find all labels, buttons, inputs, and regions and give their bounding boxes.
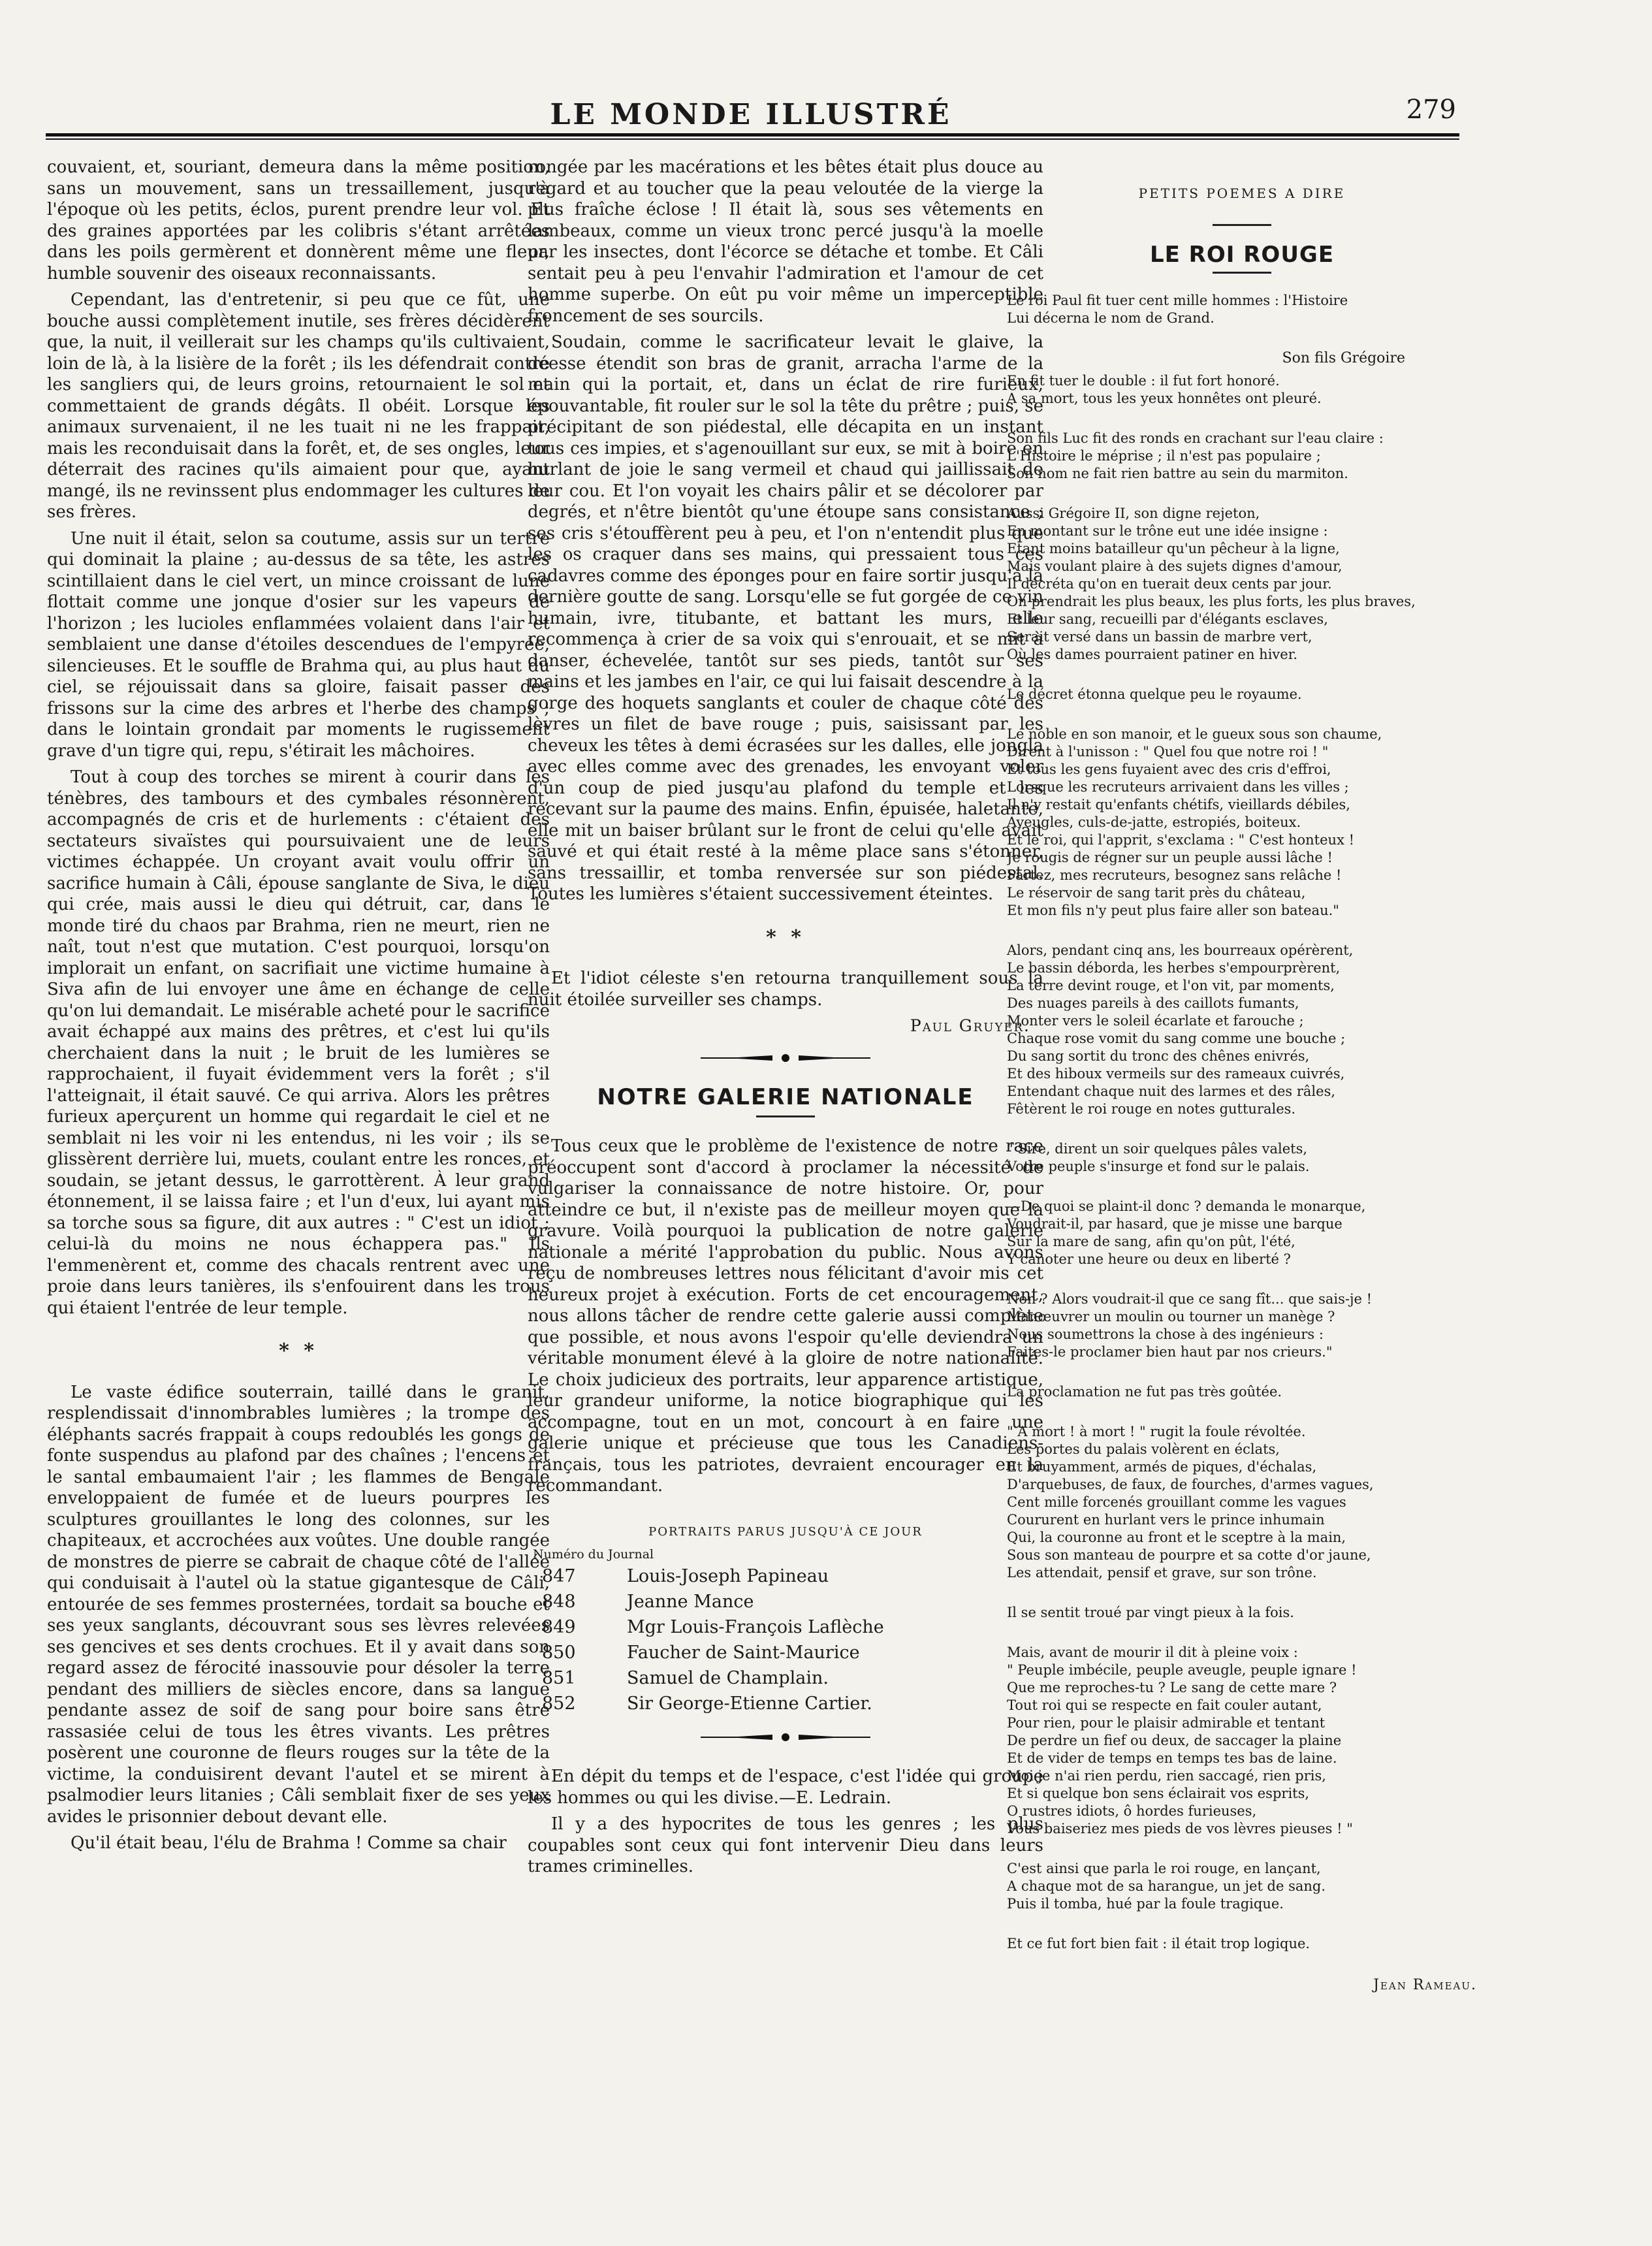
journal-number: 848 — [542, 1592, 576, 1612]
verse-line: Et des hiboux vermeils sur des rameaux cuivrés, — [1007, 1066, 1345, 1082]
table-row — [528, 1564, 1043, 1589]
stanza — [1007, 1644, 1477, 1838]
paragraph: Qu'il était beau, l'élu de Brahma ! Comme sa chair — [71, 1833, 507, 1853]
verse-line: Entendant chaque nuit des larmes et des râles, — [1007, 1083, 1336, 1099]
verse-line: Nous soumettrons la chose à des ingénieurs : — [1007, 1326, 1324, 1342]
verse-line: Serait versé dans un bassin de marbre vert, — [1007, 629, 1312, 645]
stanza — [1007, 1935, 1477, 1953]
table-header-row — [528, 1548, 1043, 1564]
verse-line: Voudrait-il, par hasard, que je misse une barque — [1007, 1216, 1342, 1232]
verse-line: Fêtèrent le roi rouge en notes gutturales. — [1007, 1101, 1296, 1117]
verse-line-indented: Son fils Grégoire — [1282, 350, 1405, 366]
stanza — [1007, 1198, 1477, 1268]
column-header: Numéro du Journal — [533, 1547, 654, 1562]
title-rule — [1213, 272, 1271, 274]
verse-line: Tout roi qui se respecte en fait couler autant, — [1007, 1697, 1322, 1713]
verse-line: Du sang sortit du tronc des chênes enivrés, — [1007, 1048, 1310, 1064]
verse-line: Alors, pendant cinq ans, les bourreaux opérèrent, — [1007, 942, 1354, 958]
verse-line: Puis il tomba, hué par la foule tragique. — [1007, 1896, 1284, 1912]
verse-line: Faites-le proclamer bien haut par nos crieurs." — [1007, 1344, 1333, 1360]
verse-line: Mais, avant de mourir il dit à pleine voix : — [1007, 1644, 1298, 1660]
paragraph: Soudain, comme le sacrificateur levait le glaive, la déesse étendit son bras de granit, arracha l'arme de la main qui la portait, et, dans un éclat de rire furieux, épouvantable, fit rouler sur le sol la tête du prêtre ; puis, se précipitant de son piédestal, elle décapita en un instant tous ces impies, et s'agenouillant sur eux, se mit à boire en hurlant de joie le sang vermeil et chaud qui jaillissait de leur cou. Et l'on voyait les chairs pâlir et se décolorer par degrés, et n'être bientôt qu'une étoupe sans consistance ; ses cris s'étouffèrent peu à peu, et l'on n'entendit plus que les os craquer dans ses mains, qui pressaient tous ces cadavres comme des éponges pour en faire sortir jusqu'à la dernière goutte de sang. Lorsqu'elle se fut gorgée de ce vin humain, ivre, titubante, et battant les murs, elle recommença à crier de sa voix qui s'enrouait, et se mit à danser, échevelée, tantôt sur ses pieds, tantôt sur ses mains et les jambes en l'air, ce qui lui faisait descendre à la gorge des hoquets sanglants et couler de chaque côté des lèvres un filet de bave rouge ; puis, saisissant par les cheveux les têtes à demi écrasées sur les dalles, elle jongla avec elles comme avec des grenades, les envoyant voler d'un coup de pied jusqu'au plafond du temple et les recevant sur la paume des mains. Enfin, épuisée, haletante, elle mit un baiser brûlant sur le front de celui qu'elle avait sauvé et qui était resté à la même place sans s'étonner, sans tressaillir, et tomba renversée sur son piédestal. Toutes les lumières s'étaient successivement éteintes. — [528, 332, 1043, 904]
verse-line: —De quoi se plaint-il donc ? demanda le monarque, — [1007, 1198, 1366, 1214]
journal-number: 847 — [542, 1566, 576, 1586]
stanza — [1007, 372, 1477, 408]
verse-line: Monter vers le soleil écarlate et farouche ; — [1007, 1013, 1304, 1029]
masthead — [46, 95, 1456, 137]
verse-line: Moi je n'ai rien perdu, rien saccagé, rien pris, — [1007, 1768, 1326, 1784]
verse-line: Le roi Paul fit tuer cent mille hommes : l'Histoire — [1007, 293, 1348, 308]
verse-line: Et tous les gens fuyaient avec des cris d'effroi, — [1007, 762, 1331, 777]
verse-line: Et leur sang, recueilli par d'élégants esclaves, — [1007, 611, 1328, 627]
verse-line: Y canoter une heure ou deux en liberté ? — [1007, 1251, 1291, 1267]
title-rule — [756, 1115, 815, 1117]
table-row — [528, 1614, 1043, 1640]
verse-line: Les attendait, pensif et grave, sur son trône. — [1007, 1565, 1317, 1580]
paragraph: Tout à coup des torches se mirent à courir dans les ténèbres, des tambours et des cymbales résonnèrent, accompagnés de cris et de hurlements : c'étaient des sectateurs sivaïstes qui poursuivaient une de leurs victimes échappée. Un croyant avait voulu offrir un sacrifice humain à Câli, épouse sanglante de Siva, le dieu qui crée, mais aussi le dieu qui détruit, car, dans le monde tiré du chaos par Brahma, rien ne meurt, rien ne naît, tout n'est que mutation. C'est pourquoi, lorsqu'on implorait un enfant, on sacrifiait une victime humaine à Siva afin de lui envoyer une âme en échange de celle qu'on lui demandait. Le misérable acheté pour le sacrifice avait échappé aux mains des prêtres, et c'est lui qu'ils cherchaient dans la nuit ; le bruit de les lumières se rapprochaient, il fuyait évidemment vers la forêt ; s'il l'atteignait, il était sauvé. Ce qui arriva. Alors les prêtres furieux aperçurent un homme qui regardait le ciel et ne semblait ni les voir ni les entendus, ni les voir ; ils se glissèrent derrière lui, muets, coulant entre les ronces, et soudain, se jetant dessus, le garrottèrent. À leur grand étonnement, il se laissa faire ; et l'un d'eux, lui ayant mis sa torche sous sa figure, dit aux autres : " C'est un idiot ; celui-là du moins ne nous échappera pas." Ils l'emmenèrent et, comme des chacals rentrent avec une proie dans leurs tanières, ils s'enfouirent dans les trous qui étaient l'entrée de leur temple. — [47, 767, 550, 1318]
journal-number: 851 — [542, 1668, 576, 1688]
gallery-intro: Tous ceux que le problème de l'existence de notre race préoccupent sont d'accord à proclamer la nécessité de vulgariser la connaissance de notre histoire. Or, pour atteindre ce but, il n'existe pas de meilleur moyen que la gravure. Voilà pourquoi la publication de notre galerie nationale a mérité l'approbation du public. Nous avons reçu de nombreuses lettres nous félicitant d'avoir mis cet heureux projet à exécution. Forts de cet encouragement, nous allons tâcher de rendre cette galerie aussi complète que possible, et nous avons l'espoir qu'elle deviendra un véritable monument élevé à la gloire de notre nationalité. Le choix judicieux des portraits, leur apparence artistique, leur grandeur uniforme, la notice biographique qui les accompagne, tout en un mot, concourt à en faire une galerie unique et précieuse que tous les Canadiens-français, tous les patriotes, devraient encourager en la recommandant. — [528, 1136, 1043, 1496]
paragraph: couvaient, et, souriant, demeura dans la même position, sans un mouvement, sans un tressaillement, jusqu'à l'époque où les petits, éclos, purent prendre leur vol. Et des graines apportées par les colibris s'étant arrêtées dans les poils germèrent et donnèrent même une fleur, humble souvenir des oiseaux reconnaissants. — [47, 157, 550, 283]
journal-number: 849 — [542, 1617, 576, 1637]
verse-line: Le décret étonna quelque peu le royaume. — [1007, 686, 1302, 702]
stanza — [1007, 686, 1477, 703]
page-number: 279 — [1406, 95, 1456, 125]
verse-line: Et ce fut fort bien fait : il était trop logique. — [1007, 1936, 1310, 1951]
verse-line: Qui, la couronne au front et le sceptre à la main, — [1007, 1530, 1346, 1545]
verse-line: On prendrait les plus beaux, les plus forts, les plus braves, — [1007, 594, 1416, 609]
column-3 — [1007, 157, 1477, 2149]
paragraph: En dépit du temps et de l'espace, c'est l'idée qui groupe les hommes ou qui les divise.—E. Ledrain. — [528, 1767, 1043, 1808]
stanza — [1007, 292, 1477, 327]
verse-line: En fit tuer le double : il fut fort honoré. — [1007, 373, 1280, 389]
verse-line: Aussi Grégoire II, son digne rejeton, — [1007, 505, 1260, 521]
verse-line: Le noble en son manoir, et le gueux sous son chaume, — [1007, 726, 1382, 742]
section-separator: * * — [279, 1340, 318, 1362]
verse-line: Des nuages pareils à des caillots fumants, — [1007, 995, 1299, 1011]
verse-line: D'arquebuses, de faux, de fourches, d'armes vagues, — [1007, 1477, 1374, 1492]
verse-line: Partez, mes recruteurs, besognez sans relâche ! — [1007, 867, 1342, 883]
verse-line: Mais voulant plaire à des sujets dignes d'amour, — [1007, 558, 1342, 574]
verse-line: Son nom ne fait rien battre au sein du marmiton. — [1007, 466, 1348, 481]
column-2 — [528, 157, 1043, 2149]
masthead-rule-thin — [46, 138, 1459, 140]
stanza — [1007, 505, 1477, 664]
verse-line: Non ? Alors voudrait-il que ce sang fît... que sais-je ! — [1007, 1291, 1373, 1307]
verse-line: Et bruyamment, armés de piques, d'échalas, — [1007, 1459, 1317, 1475]
poem-signature: Jean Rameau. — [1373, 1977, 1477, 1993]
verse-line: Le réservoir de sang tarit près du château, — [1007, 885, 1306, 901]
portrait-name: Louis-Joseph Papineau — [627, 1566, 829, 1586]
paragraph: Une nuit il était, selon sa coutume, assis sur un tertre qui dominait la plaine ; au-dessus de sa tête, les astres scintillaient dans le ciel vert, un mince croissant de lune flottait comme une jonque d'osier sur les vapeurs de l'horizon ; les lucioles enflammées volaient dans l'air et semblaient une danse d'étoiles descendues de l'empyrée, silencieuses. Et le souffle de Brahma qui, au plus haut du ciel, se réjouissait dans sa gloire, faisait passer des frissons sur la cime des arbres et l'herbe des champs ; dans le lointain grondait par moments le rugissement grave d'un tigre qui, repu, s'étirait les mâchoires. — [47, 528, 550, 761]
author-signature: Paul Gruyer. — [910, 1016, 1030, 1035]
table-row — [528, 1665, 1043, 1691]
section-separator: * * — [766, 925, 805, 949]
ornament-divider-icon — [688, 1051, 883, 1065]
stanza — [1007, 1383, 1477, 1401]
paragraph: Le vaste édifice souterrain, taillé dans le granit, resplendissait d'innombrables lumières ; la trompe des éléphants sacrés frappait à coups redoublés les gongs de fonte suspendus au plafond par des chaînes ; l'encens et le santal embaumaient l'air ; les flammes de Bengale enveloppaient de fumée et de lueurs pourpres les sculptures grouillantes le long des colonnes, sur les chapiteaux, et accrochées aux voûtes. Une double rangée de monstres de pierre se cabrait de chaque côté de l'allée qui conduisait à l'autel où la statue gigantesque de Câli, entourée de ses femmes prosternées, tordait sa bouche et ses yeux sanglants, découvrant sous ses lèvres relevées ses gencives et ses dents crochues. Et il y avait dans son regard assez de férocité inassouvie pour désoler la terre pendant des milliers de siècles encore, dans sa langue pendante assez de soif de sang pour boire sans être rassasiée celui de tous les êtres vivants. Les prêtres posèrent une couronne de fleurs rouges sur la tête de la victime, la conduisirent devant l'autel et se mirent à psalmodier leurs litanies ; Câli semblait fixer de ses yeux avides le prisonnier debout devant elle. — [47, 1382, 550, 1827]
verse-line: Il décréta qu'on en tuerait deux cents par jour. — [1007, 576, 1332, 592]
verse-line: A sa mort, tous les yeux honnêtes ont pleuré. — [1007, 391, 1322, 406]
verse-line: Où les dames pourraient patiner en hiver. — [1007, 647, 1298, 662]
table-row — [528, 1640, 1043, 1665]
portrait-name: Mgr Louis-François Laflèche — [627, 1617, 884, 1637]
verse-line: Et si quelque bon sens éclairait vos esprits, — [1007, 1786, 1310, 1801]
masthead-title: LE MONDE ILLUSTRÉ — [550, 98, 952, 131]
paragraph: Il y a des hypocrites de tous les genres ; les plus coupables sont ceux qui font intervenir Dieu dans leurs trames criminelles. — [528, 1814, 1043, 1876]
verse-line: Cent mille forcenés grouillant comme les vagues — [1007, 1494, 1346, 1510]
portrait-name: Samuel de Champlain. — [627, 1668, 829, 1688]
portrait-name: Sir George-Etienne Cartier. — [627, 1693, 872, 1714]
verse-line: Et de vider de temps en temps tes bas de laine. — [1007, 1750, 1337, 1766]
stanza — [1007, 726, 1477, 920]
verse-line: Sous son manteau de pourpre et sa cotte d'or jaune, — [1007, 1547, 1371, 1563]
stanza — [1007, 942, 1477, 1118]
verse-line: Sur la mare de sang, afin qu'on pût, l'été, — [1007, 1234, 1295, 1249]
stanza — [1007, 1291, 1477, 1361]
poem-kicker: PETITS POEMES A DIRE — [1138, 185, 1346, 201]
verse-line: Chaque rose vomit du sang comme une bouche ; — [1007, 1031, 1346, 1046]
ornament-divider-icon — [688, 1731, 883, 1744]
verse-line: En montant sur le trône eut une idée insigne : — [1007, 523, 1328, 539]
verse-line: L'Histoire le méprise ; il n'est pas populaire ; — [1007, 448, 1321, 464]
verse-line: C'est ainsi que parla le roi rouge, en lançant, — [1007, 1861, 1321, 1876]
portrait-name: Faucher de Saint-Maurice — [627, 1643, 860, 1663]
verse-line: O rustres idiots, ô hordes furieuses, — [1007, 1803, 1257, 1819]
table-row — [528, 1691, 1043, 1716]
title-rule — [1213, 224, 1271, 226]
verse-line: Le bassin déborda, les herbes s'empourprèrent, — [1007, 960, 1341, 976]
verse-line: La terre devint rouge, et l'on vit, par moments, — [1007, 978, 1335, 993]
verse-line: Lui décerna le nom de Grand. — [1007, 310, 1215, 326]
verse-line: Votre peuple s'insurge et fond sur le palais. — [1007, 1159, 1310, 1174]
verse-line: Et mon fils n'y peut plus faire aller son bateau." — [1007, 903, 1339, 918]
verse-line: Il n'y restait qu'enfants chétifs, vieillards débiles, — [1007, 797, 1350, 812]
journal-number: 850 — [542, 1643, 576, 1663]
stanza — [1007, 430, 1477, 483]
column-1 — [47, 157, 550, 2149]
verse-line: Lorsque les recruteurs arrivaient dans les villes ; — [1007, 779, 1349, 795]
verse-line: " Peuple imbécile, peuple aveugle, peuple ignare ! — [1007, 1662, 1357, 1678]
paragraph: Cependant, las d'entretenir, si peu que ce fût, une bouche aussi complètement inutile, ses frères décidèrent que, la nuit, il veillerait sur les champs qu'ils cultivaient, loin de là, à la lisière de la forêt ; ils les défendrait contre les sangliers qui, de leurs groins, retournaient le sol et commettaient de grands dégâts. Il obéit. Lorsque les animaux survenaient, il ne les tuait ni ne les frappait, mais les reconduisait dans la forêt, et, de ses ongles, leur déterrait des racines qu'ils aimaient pour que, ayant mangé, ils ne revinssent plus endommager les cultures de ses frères. — [47, 290, 550, 522]
verse-line: A chaque mot de sa harangue, un jet de sang. — [1007, 1878, 1326, 1894]
paragraph: Et l'idiot céleste s'en retourna tranquillement sous la nuit étoilée surveiller ses champs. — [528, 969, 1043, 1010]
verse-line: Je rougis de régner sur un peuple aussi lâche ! — [1007, 850, 1333, 865]
verse-line: Et le roi, qui l'apprit, s'exclama : " C'est honteux ! — [1007, 832, 1355, 848]
verse-line: Coururent en hurlant vers le prince inhumain — [1007, 1512, 1325, 1528]
masthead-rule — [46, 133, 1459, 136]
verse-line: Dirent à l'unisson : " Quel fou que notre roi ! " — [1007, 744, 1329, 760]
portraits-table — [528, 1548, 1043, 1716]
verse-line: Manœuvrer un moulin ou tourner un manège ? — [1007, 1309, 1335, 1324]
stanza — [1007, 1423, 1477, 1582]
verse-line: Aveugles, culs-de-jatte, estropiés, boiteux. — [1007, 814, 1301, 830]
verse-line: Les portes du palais volèrent en éclats, — [1007, 1441, 1280, 1457]
verse-line: " A mort ! à mort ! " rugit la foule révoltée. — [1007, 1424, 1306, 1439]
stanza — [1007, 1860, 1477, 1913]
portraits-heading: PORTRAITS PARUS JUSQU'À CE JOUR — [648, 1524, 923, 1539]
verse-line: Pour rien, pour le plaisir admirable et tentant — [1007, 1715, 1326, 1731]
journal-number: 852 — [542, 1693, 576, 1714]
verse-line: La proclamation ne fut pas très goûtée. — [1007, 1384, 1282, 1400]
verse-line: Que me reproches-tu ? Le sang de cette mare ? — [1007, 1680, 1337, 1695]
verse-line: Etant moins batailleur qu'un pêcheur à la ligne, — [1007, 541, 1340, 556]
verse-line: Vous baiseriez mes pieds de vos lèvres pieuses ! " — [1007, 1821, 1353, 1837]
gallery-title: NOTRE GALERIE NATIONALE — [597, 1083, 974, 1110]
poem-title: LE ROI ROUGE — [1149, 241, 1335, 268]
paragraph: rongée par les macérations et les bêtes était plus douce au regard et au toucher que la peau veloutée de la vierge la plus fraîche éclose ! Il était là, sous ses vêtements en lambeaux, comme un vieux tronc percé jusqu'à la moelle par les insectes, dont l'écorce se détache et tombe. Et Câli sentait peu à peu l'envahir l'admiration et l'amour de cet homme superbe. On eût pu voir même un imperceptible froncement de ses sourcils. — [528, 157, 1043, 326]
portrait-name: Jeanne Mance — [627, 1592, 754, 1612]
verse-line: " Sire, dirent un soir quelques pâles valets, — [1007, 1141, 1308, 1157]
poem-body — [1007, 292, 1477, 1953]
stanza — [1007, 1604, 1477, 1622]
table-row — [528, 1589, 1043, 1614]
verse-line: Son fils Luc fit des ronds en crachant sur l'eau claire : — [1007, 430, 1384, 446]
verse-line: De perdre un fief ou deux, de saccager la plaine — [1007, 1733, 1342, 1748]
stanza — [1007, 1140, 1477, 1176]
verse-line: Il se sentit troué par vingt pieux à la fois. — [1007, 1605, 1294, 1620]
